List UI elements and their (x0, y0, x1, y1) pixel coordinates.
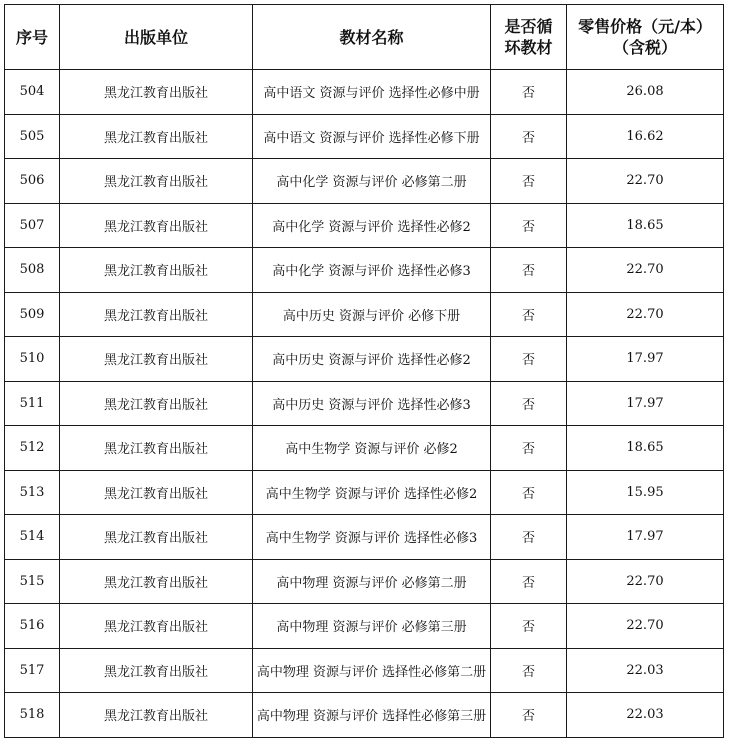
serial-number-cell: 504 (5, 70, 60, 115)
price-table-container (4, 4, 724, 738)
serial-number-cell: 517 (5, 648, 60, 693)
publisher-cell: 黑龙江教育出版社 (60, 515, 253, 560)
textbook-name-cell: 高中物理 资源与评价 选择性必修第二册 (253, 648, 491, 693)
retail-price-cell: 22.70 (567, 292, 724, 337)
serial-number-cell: 508 (5, 248, 60, 293)
retail-price-cell: 22.70 (567, 159, 724, 204)
publisher-cell: 黑龙江教育出版社 (60, 337, 253, 382)
table-row (5, 381, 724, 426)
header-serial-number: 序号 (5, 5, 60, 70)
table-row (5, 292, 724, 337)
retail-price-cell: 22.03 (567, 648, 724, 693)
publisher-cell: 黑龙江教育出版社 (60, 70, 253, 115)
retail-price-cell: 17.97 (567, 337, 724, 382)
serial-number-cell: 510 (5, 337, 60, 382)
is-recycled-cell: 否 (491, 70, 567, 115)
serial-number-cell: 505 (5, 114, 60, 159)
publisher-cell: 黑龙江教育出版社 (60, 604, 253, 649)
retail-price-cell: 22.03 (567, 693, 724, 738)
publisher-cell: 黑龙江教育出版社 (60, 114, 253, 159)
textbook-name-cell: 高中语文 资源与评价 选择性必修中册 (253, 70, 491, 115)
table-row (5, 248, 724, 293)
textbook-name-cell: 高中历史 资源与评价 必修下册 (253, 292, 491, 337)
retail-price-cell: 22.70 (567, 604, 724, 649)
is-recycled-cell: 否 (491, 381, 567, 426)
header-is-recycled: 是否循 环教材 (491, 5, 567, 70)
serial-number-cell: 518 (5, 693, 60, 738)
table-row (5, 515, 724, 560)
table-row (5, 70, 724, 115)
publisher-cell: 黑龙江教育出版社 (60, 159, 253, 204)
header-row (5, 5, 724, 70)
publisher-cell: 黑龙江教育出版社 (60, 203, 253, 248)
table-row (5, 648, 724, 693)
textbook-price-table (4, 4, 724, 738)
retail-price-cell: 17.97 (567, 381, 724, 426)
publisher-cell: 黑龙江教育出版社 (60, 426, 253, 471)
serial-number-cell: 515 (5, 559, 60, 604)
is-recycled-cell: 否 (491, 292, 567, 337)
publisher-cell: 黑龙江教育出版社 (60, 559, 253, 604)
header-textbook-name: 教材名称 (253, 5, 491, 70)
retail-price-cell: 26.08 (567, 70, 724, 115)
table-header (5, 5, 724, 70)
is-recycled-cell: 否 (491, 648, 567, 693)
serial-number-cell: 514 (5, 515, 60, 560)
serial-number-cell: 509 (5, 292, 60, 337)
publisher-cell: 黑龙江教育出版社 (60, 248, 253, 293)
table-row (5, 604, 724, 649)
textbook-name-cell: 高中历史 资源与评价 选择性必修2 (253, 337, 491, 382)
is-recycled-cell: 否 (491, 604, 567, 649)
textbook-name-cell: 高中生物学 资源与评价 选择性必修3 (253, 515, 491, 560)
table-row (5, 693, 724, 738)
serial-number-cell: 513 (5, 470, 60, 515)
header-publisher: 出版单位 (60, 5, 253, 70)
is-recycled-cell: 否 (491, 559, 567, 604)
retail-price-cell: 17.97 (567, 515, 724, 560)
serial-number-cell: 506 (5, 159, 60, 204)
retail-price-cell: 18.65 (567, 426, 724, 471)
table-row (5, 114, 724, 159)
retail-price-cell: 15.95 (567, 470, 724, 515)
is-recycled-cell: 否 (491, 337, 567, 382)
textbook-name-cell: 高中化学 资源与评价 必修第二册 (253, 159, 491, 204)
header-retail-price: 零售价格（元/本） （含税） (567, 5, 724, 70)
retail-price-cell: 16.62 (567, 114, 724, 159)
serial-number-cell: 516 (5, 604, 60, 649)
table-row (5, 337, 724, 382)
textbook-name-cell: 高中物理 资源与评价 必修第二册 (253, 559, 491, 604)
is-recycled-cell: 否 (491, 426, 567, 471)
table-row (5, 426, 724, 471)
textbook-name-cell: 高中生物学 资源与评价 选择性必修2 (253, 470, 491, 515)
is-recycled-cell: 否 (491, 248, 567, 293)
publisher-cell: 黑龙江教育出版社 (60, 292, 253, 337)
publisher-cell: 黑龙江教育出版社 (60, 381, 253, 426)
textbook-name-cell: 高中生物学 资源与评价 必修2 (253, 426, 491, 471)
is-recycled-cell: 否 (491, 159, 567, 204)
table-row (5, 159, 724, 204)
textbook-name-cell: 高中历史 资源与评价 选择性必修3 (253, 381, 491, 426)
retail-price-cell: 18.65 (567, 203, 724, 248)
serial-number-cell: 512 (5, 426, 60, 471)
textbook-name-cell: 高中物理 资源与评价 选择性必修第三册 (253, 693, 491, 738)
publisher-cell: 黑龙江教育出版社 (60, 648, 253, 693)
is-recycled-cell: 否 (491, 203, 567, 248)
retail-price-cell: 22.70 (567, 559, 724, 604)
textbook-name-cell: 高中物理 资源与评价 必修第三册 (253, 604, 491, 649)
serial-number-cell: 511 (5, 381, 60, 426)
textbook-name-cell: 高中化学 资源与评价 选择性必修2 (253, 203, 491, 248)
textbook-name-cell: 高中化学 资源与评价 选择性必修3 (253, 248, 491, 293)
table-row (5, 203, 724, 248)
textbook-name-cell: 高中语文 资源与评价 选择性必修下册 (253, 114, 491, 159)
table-body (5, 70, 724, 738)
is-recycled-cell: 否 (491, 515, 567, 560)
is-recycled-cell: 否 (491, 114, 567, 159)
retail-price-cell: 22.70 (567, 248, 724, 293)
table-row (5, 470, 724, 515)
serial-number-cell: 507 (5, 203, 60, 248)
is-recycled-cell: 否 (491, 470, 567, 515)
table-row (5, 559, 724, 604)
is-recycled-cell: 否 (491, 693, 567, 738)
publisher-cell: 黑龙江教育出版社 (60, 470, 253, 515)
publisher-cell: 黑龙江教育出版社 (60, 693, 253, 738)
